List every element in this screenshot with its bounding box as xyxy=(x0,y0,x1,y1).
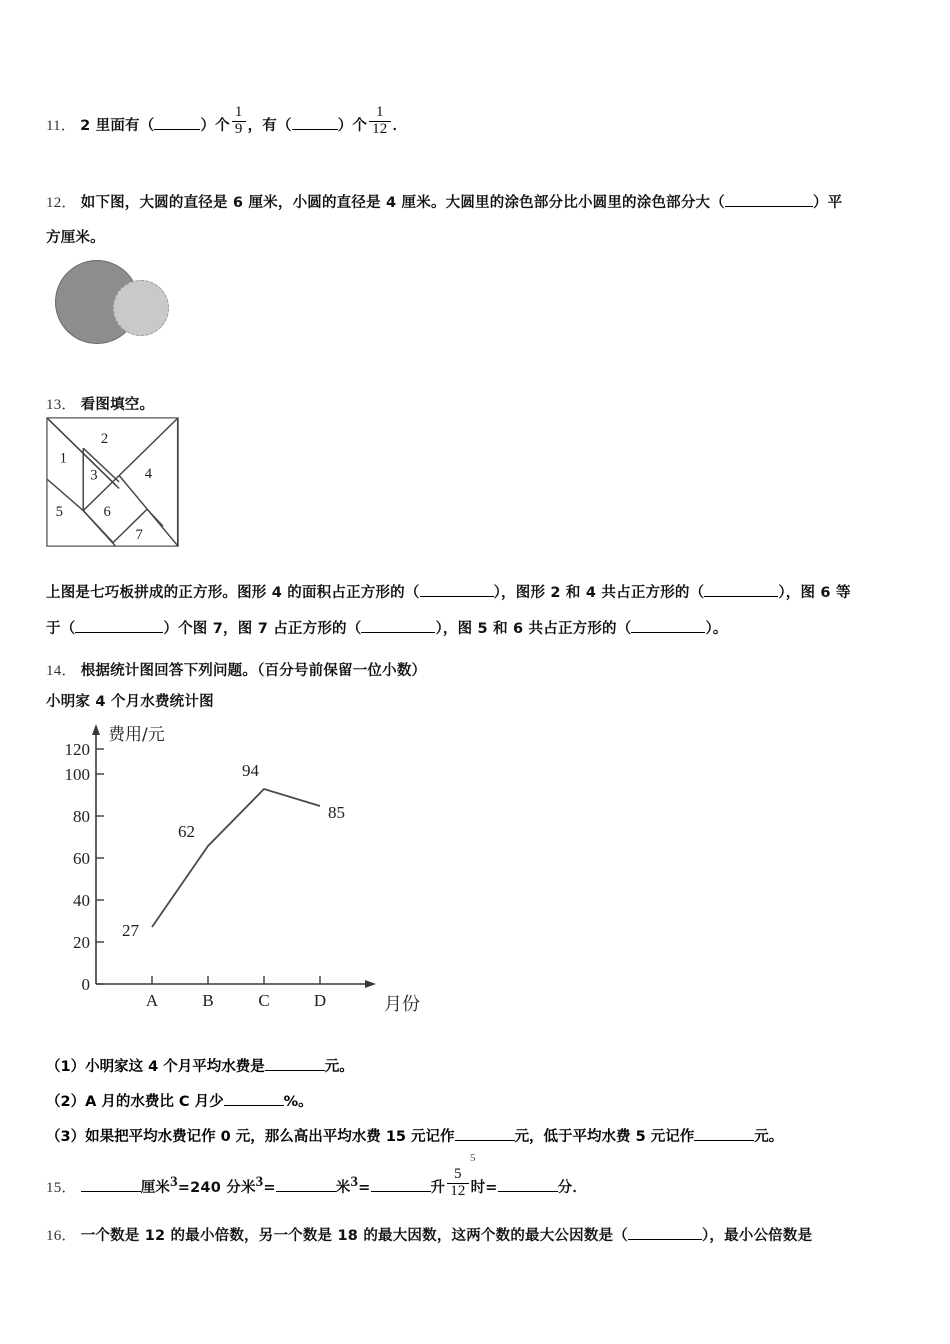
question-13-text-2b: ）个图 7，图 7 占正方形的（ xyxy=(163,621,362,637)
question-15-text-b: =240 分米 xyxy=(177,1180,256,1197)
question-11-text-5: ． xyxy=(392,117,408,134)
sub-1-label: （1） xyxy=(46,1059,86,1075)
question-16 xyxy=(46,1219,812,1253)
sub-2-text-a: A 月的水费比 C 月少 xyxy=(85,1094,224,1110)
question-12-text-1: 如下图，大圆的直径是 6 厘米，小圆的直径是 4 厘米。大圆里的涂色部分比小圆里的涂色部分大（ xyxy=(80,195,725,211)
answer-blank[interactable] xyxy=(265,1056,325,1071)
answer-blank[interactable] xyxy=(224,1091,284,1106)
sub-3-text-a: 如果把平均水费记作 0 元，那么高出平均水费 15 元记作 xyxy=(85,1129,455,1145)
question-14-sub-1 xyxy=(46,1055,354,1076)
fraction-one-twelfth xyxy=(369,105,390,138)
question-13-prompt-text: 看图填空。 xyxy=(80,397,155,413)
question-15-sup-1: 3 xyxy=(170,1174,178,1190)
tangram-label-5: 5 xyxy=(55,503,63,520)
answer-blank[interactable] xyxy=(75,618,163,633)
question-15-text-d: 米 xyxy=(335,1180,351,1197)
question-14-sub-2 xyxy=(46,1090,313,1111)
question-13-text-2c: ），图 5 和 6 共占正方形的（ xyxy=(435,621,632,637)
question-15-text-a: 厘米 xyxy=(140,1180,171,1197)
answer-blank[interactable] xyxy=(704,582,778,597)
question-16-number: 16． xyxy=(46,1228,77,1244)
question-13-text-2d: ）。 xyxy=(705,621,728,637)
x-tick-label-a: A xyxy=(145,991,159,1010)
question-14-sub-3 xyxy=(46,1125,783,1146)
answer-blank[interactable] xyxy=(498,1177,558,1192)
question-13-line-2 xyxy=(46,612,728,646)
question-11-text-4: ）个 xyxy=(337,117,368,134)
data-label-d: 85 xyxy=(328,803,345,822)
answer-blank[interactable] xyxy=(420,582,494,597)
data-point-labels xyxy=(122,761,345,940)
fraction-numerator: 1 xyxy=(375,104,384,120)
question-15-text-f: 升 xyxy=(430,1180,446,1197)
y-axis-title: 费用/元 xyxy=(108,725,165,745)
data-label-b: 62 xyxy=(178,822,195,841)
x-tick-label-c: C xyxy=(258,991,270,1010)
question-11 xyxy=(46,104,408,143)
data-label-a: 27 xyxy=(122,921,139,940)
question-12-text-1-end: ）平 xyxy=(812,195,843,211)
sub-3-text-c: 元。 xyxy=(754,1129,784,1145)
y-axis-arrow xyxy=(92,724,100,735)
y-tick-label-100: 100 xyxy=(64,765,90,784)
question-13-line-1 xyxy=(46,576,851,610)
chart-svg xyxy=(60,714,440,1019)
answer-blank[interactable] xyxy=(292,115,338,130)
data-line xyxy=(152,789,320,927)
water-fee-line-chart xyxy=(60,714,440,1019)
question-13-text-1a: 上图是七巧板拼成的正方形。图形 4 的面积占正方形的（ xyxy=(46,585,420,601)
sub-3-text-b: 元，低于平均水费 5 元记作 xyxy=(514,1129,695,1145)
answer-blank[interactable] xyxy=(361,618,435,633)
sub-3-label: （3） xyxy=(46,1129,86,1145)
two-overlapping-circles-figure xyxy=(55,255,195,350)
question-14-number: 14． xyxy=(46,663,77,679)
x-tick-label-d: D xyxy=(313,991,327,1010)
x-tick-label-b: B xyxy=(202,991,214,1010)
question-11-text-1: 2 里面有（ xyxy=(80,117,155,134)
fraction-numerator: 1 xyxy=(234,104,243,120)
tangram-label-4: 4 xyxy=(144,466,153,483)
sub-1-text-b: 元。 xyxy=(324,1059,354,1075)
fraction-numerator: 5 xyxy=(454,1166,462,1183)
question-11-number: 11． xyxy=(46,117,77,134)
y-tick-label-80: 80 xyxy=(73,807,90,826)
answer-blank[interactable] xyxy=(694,1126,754,1141)
x-axis-tick-labels xyxy=(146,991,326,1010)
answer-blank[interactable] xyxy=(371,1177,431,1192)
answer-blank[interactable] xyxy=(455,1126,515,1141)
answer-blank[interactable] xyxy=(154,115,200,130)
tangram-label-6: 6 xyxy=(103,503,111,520)
tangram-square-figure xyxy=(46,417,179,547)
question-15-sup-2: 3 xyxy=(255,1174,264,1190)
question-15-text-g: 时= xyxy=(470,1180,498,1197)
tangram-label-3: 3 xyxy=(90,467,98,484)
y-tick-label-120: 120 xyxy=(64,740,90,759)
question-15-text-e: = xyxy=(358,1180,371,1197)
page-number: 5 xyxy=(470,1152,476,1164)
question-15-sup-3: 3 xyxy=(350,1174,359,1190)
sub-2-label: （2） xyxy=(46,1094,86,1110)
answer-blank[interactable] xyxy=(631,618,705,633)
fraction-denominator: 9 xyxy=(232,121,246,138)
y-tick-label-0: 0 xyxy=(81,975,90,994)
fraction-denominator: 12 xyxy=(369,121,390,138)
question-15-text-h: 分． xyxy=(557,1180,588,1197)
answer-blank[interactable] xyxy=(725,192,813,207)
question-12-line-1 xyxy=(46,186,842,220)
sub-1-text-a: 小明家这 4 个月平均水费是 xyxy=(85,1059,265,1075)
tangram-label-7: 7 xyxy=(135,527,143,544)
answer-blank[interactable] xyxy=(81,1177,141,1192)
small-circle xyxy=(113,280,169,336)
chart-title-text: 小明家 4 个月水费统计图 xyxy=(46,694,214,710)
question-15-text-c: = xyxy=(263,1180,276,1197)
question-11-text-3: ，有（ xyxy=(247,117,292,134)
y-tick-label-60: 60 xyxy=(73,849,90,868)
question-14-prompt-text: 根据统计图回答下列问题。（百分号前保留一位小数） xyxy=(80,663,427,679)
question-15 xyxy=(46,1165,587,1205)
fraction-five-twelfths xyxy=(447,1167,468,1200)
fraction-one-ninth xyxy=(232,105,246,138)
question-14-prompt xyxy=(46,654,426,688)
question-12-number: 12． xyxy=(46,195,77,211)
x-axis-title: 月份 xyxy=(384,994,420,1015)
question-13-number: 13． xyxy=(46,397,77,413)
y-tick-label-40: 40 xyxy=(73,891,90,910)
question-16-text-a: 一个数是 12 的最小倍数，另一个数是 18 的最大因数，这两个数的最大公因数是（ xyxy=(80,1228,628,1244)
y-axis-tick-labels xyxy=(65,740,91,994)
question-16-text-b: ），最小公倍数是 xyxy=(701,1228,813,1244)
answer-blank[interactable] xyxy=(628,1225,702,1240)
tangram-label-2: 2 xyxy=(100,431,109,447)
y-axis-ticks xyxy=(96,749,104,984)
x-axis-arrow xyxy=(365,980,376,988)
y-tick-label-20: 20 xyxy=(73,933,90,952)
question-12-text-2: 方厘米。 xyxy=(46,230,105,246)
fraction-denominator: 12 xyxy=(447,1183,468,1200)
question-13-text-1c: ），图 6 等 xyxy=(778,585,851,601)
question-13-text-2a: 于（ xyxy=(46,621,76,637)
answer-blank[interactable] xyxy=(276,1177,336,1192)
x-axis-ticks xyxy=(152,976,320,984)
question-15-number: 15． xyxy=(46,1180,77,1197)
question-11-text-2: ）个 xyxy=(200,117,230,134)
sub-2-text-b: %。 xyxy=(283,1094,313,1110)
data-label-c: 94 xyxy=(242,761,259,780)
question-12-line-2 xyxy=(46,221,105,255)
question-13-text-1b: ），图形 2 和 4 共占正方形的（ xyxy=(493,585,705,601)
tangram-label-1: 1 xyxy=(59,450,67,467)
tangram-svg xyxy=(46,417,179,547)
